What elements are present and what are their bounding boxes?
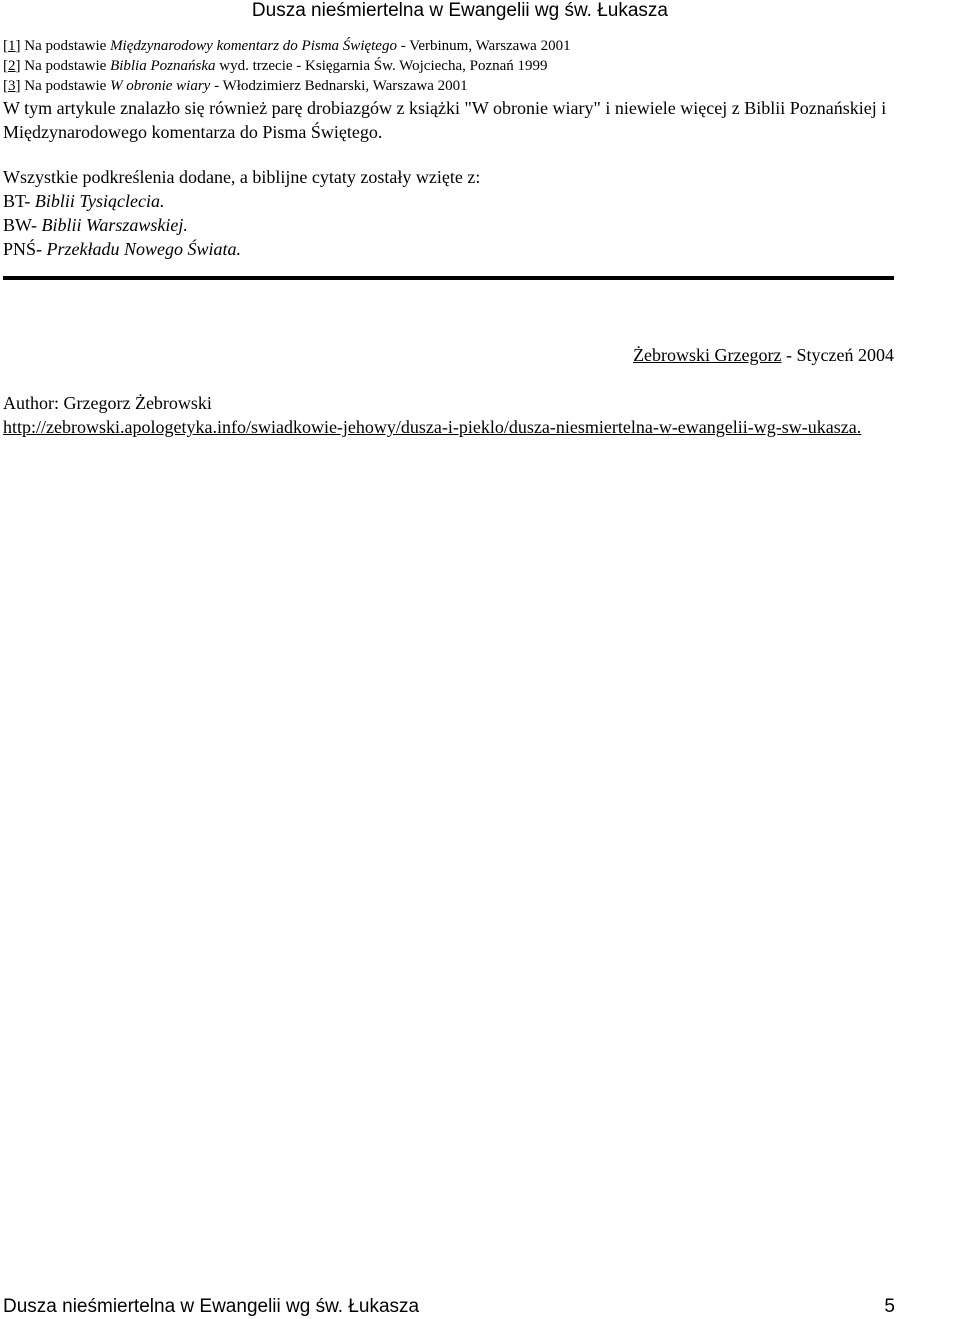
footnote-1: [1] Na podstawie Międzynarodowy komentarz do Pisma Świętego - Verbinum, Warszawa 2001: [3, 38, 571, 54]
article-end: [3, 36, 943, 261]
bible-version-bw: BW- Biblii Warszawskiej.: [3, 215, 188, 235]
source-url-line: [3, 415, 861, 439]
signoff: [0, 343, 894, 367]
author-line: Author: Grzegorz Żebrowski: [3, 393, 212, 413]
page-number: 5: [884, 1296, 895, 1317]
notes-lead: Wszystkie podkreślenia dodane, a biblijne cytaty zostały wzięte z:: [3, 167, 481, 187]
bible-version-bt: BT- Biblii Tysiąclecia.: [3, 191, 165, 211]
footnote-source-title: W obronie wiary: [110, 78, 211, 94]
footnote-source-title: Międzynarodowy komentarz do Pisma Świętego: [110, 38, 397, 54]
footnote-ref-1[interactable]: 1: [8, 38, 16, 54]
footnote-ref-2[interactable]: 2: [8, 58, 16, 74]
signoff-date: - Styczeń 2004: [781, 345, 894, 365]
running-header: Dusza nieśmiertelna w Ewangelii wg św. Łukasza: [251, 0, 668, 21]
footnote-source-title: Biblia Poznańska: [110, 58, 216, 74]
intro-paragraph: W tym artykule znalazło się również parę drobiazgów z książki "W obronie wiary" i niewiele więcej z Biblii Poznańskiej i Międzynarodowego komentarza do Pisma Świętego.: [3, 98, 887, 142]
bible-version-pns: PNŚ- Przekładu Nowego Świata.: [3, 239, 242, 259]
footnote-ref-3[interactable]: 3: [8, 78, 16, 94]
author-link[interactable]: Żebrowski Grzegorz: [633, 345, 782, 365]
footnote-3: [3] Na podstawie W obronie wiary - Włodzimierz Bednarski, Warszawa 2001: [3, 78, 468, 94]
footer-title: Dusza nieśmiertelna w Ewangelii wg św. Łukasza: [3, 1296, 420, 1317]
horizontal-rule: [3, 276, 894, 280]
running-footer: [3, 1296, 895, 1318]
footnote-2: [2] Na podstawie Biblia Poznańska wyd. trzecie - Księgarnia Św. Wojciecha, Poznań 1999: [3, 58, 548, 74]
source-url-link[interactable]: http://zebrowski.apologetyka.info/swiadkowie-jehowy/dusza-i-pieklo/dusza-niesmiertelna-w-ewangelii-wg-sw-ukasza.: [3, 417, 862, 437]
